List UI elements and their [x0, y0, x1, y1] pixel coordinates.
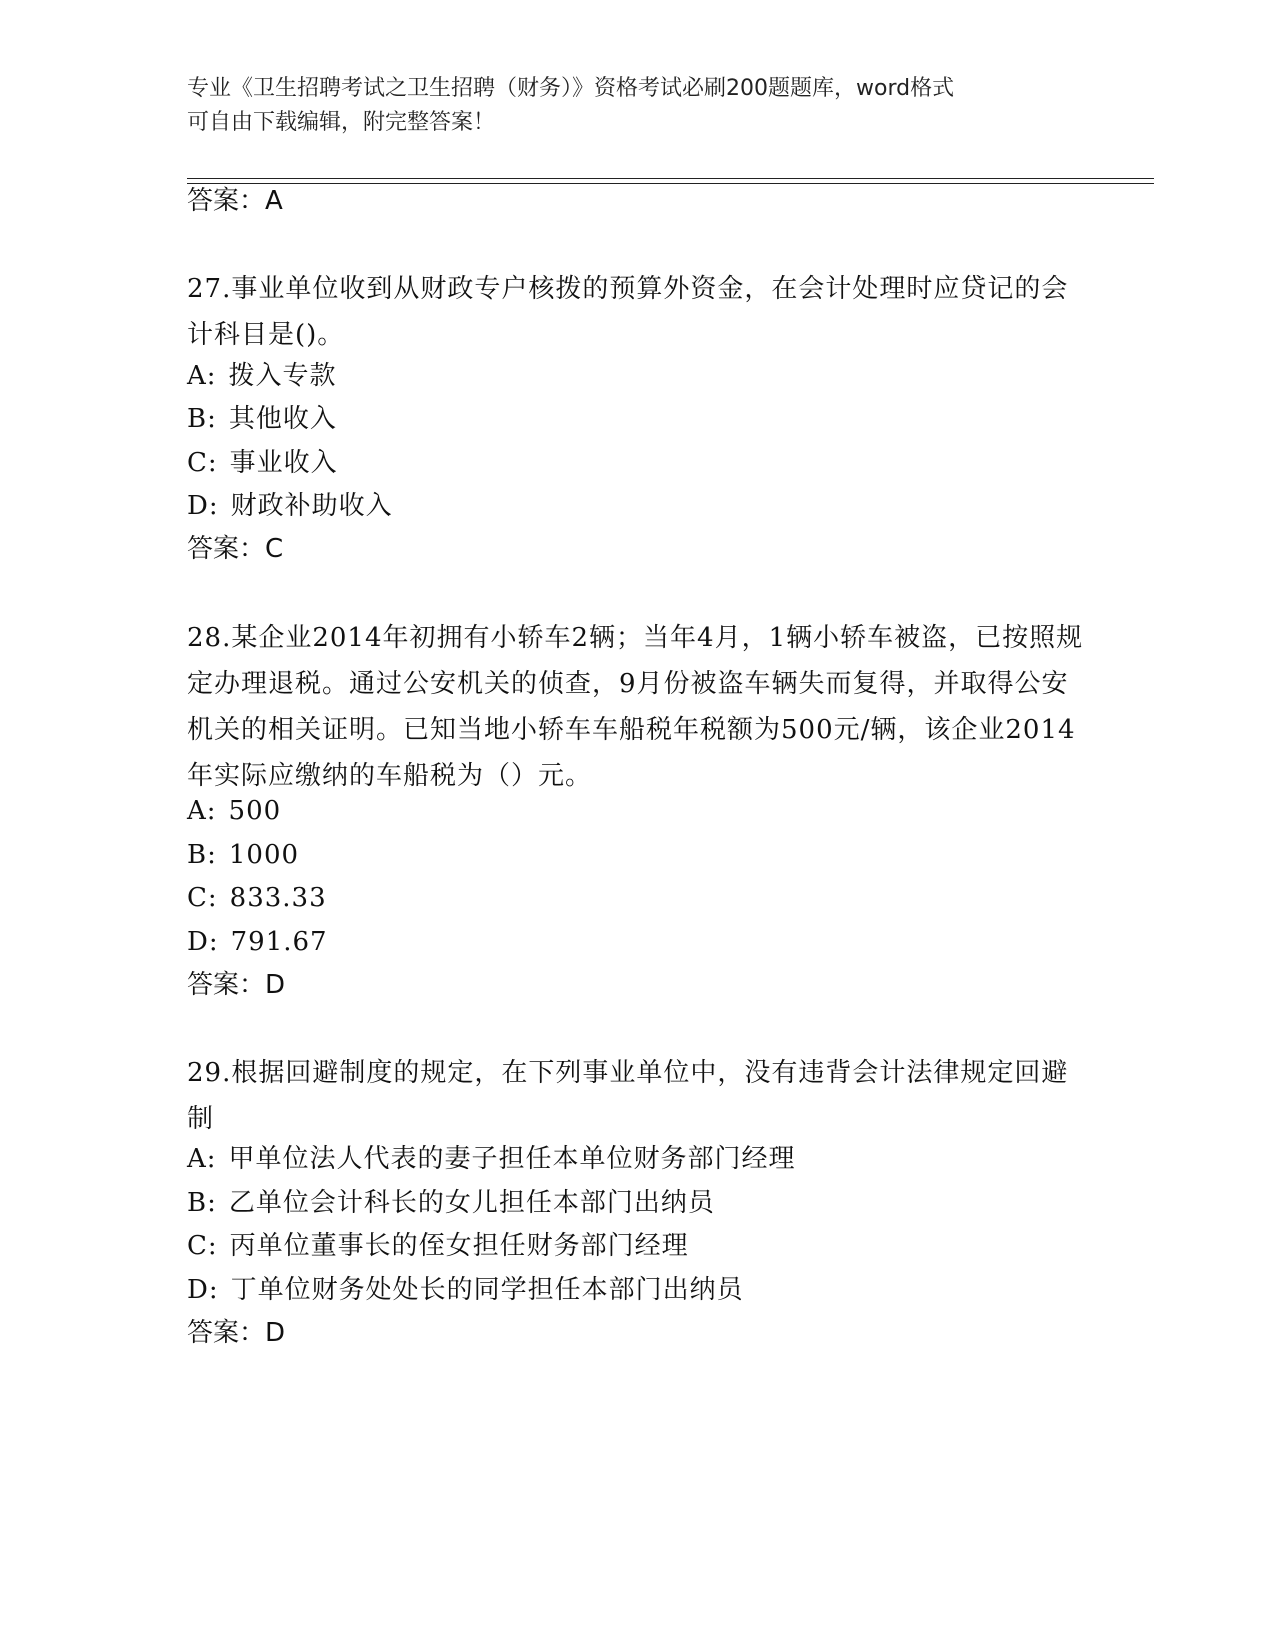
option-text: 财政补助收入	[230, 491, 393, 521]
option-letter: A:	[187, 361, 217, 391]
option-letter: D:	[187, 1275, 219, 1305]
option-letter: B:	[187, 404, 217, 434]
option-text: 791.67	[230, 927, 328, 957]
question-27-option-d	[187, 489, 393, 523]
option-text: 事业收入	[229, 448, 338, 478]
option-text: 甲单位法人代表的妻子担任本单位财务部门经理	[228, 1144, 796, 1174]
header-divider-top	[187, 178, 1154, 179]
question-29-option-a	[187, 1142, 796, 1176]
question-29-option-d	[187, 1273, 744, 1307]
question-29-text: 29.根据回避制度的规定，在下列事业单位中，没有违背会计法律规定回避制	[187, 1058, 1069, 1134]
option-text: 拨入专款	[228, 361, 337, 391]
question-28-option-c	[187, 881, 327, 915]
question-28-answer: 答案：D	[187, 970, 286, 1000]
question-29-option-b	[187, 1186, 715, 1220]
header-line-1: 专业《卫生招聘考试之卫生招聘（财务）》资格考试必刷200题题库，word格式	[187, 76, 955, 101]
question-28-option-b	[187, 838, 299, 872]
option-letter: A:	[187, 1144, 217, 1174]
question-27-answer: 答案：C	[187, 534, 284, 564]
option-letter: A:	[187, 796, 217, 826]
option-letter: D:	[187, 927, 219, 957]
option-text: 1000	[228, 840, 300, 870]
option-letter: C:	[187, 883, 218, 913]
option-text: 500	[228, 796, 282, 826]
question-29-answer: 答案：D	[187, 1318, 286, 1348]
question-27-option-c	[187, 446, 338, 480]
header-line-2: 可自由下载编辑，附完整答案！	[187, 110, 496, 135]
option-letter: C:	[187, 448, 218, 478]
header-divider-bottom	[187, 183, 1154, 184]
option-text: 乙单位会计科长的女儿担任本部门出纳员	[228, 1188, 715, 1218]
question-28-option-a	[187, 794, 281, 828]
option-text: 丙单位董事长的侄女担任财务部门经理	[229, 1231, 689, 1261]
option-letter: B:	[187, 840, 217, 870]
question-29-option-c	[187, 1229, 689, 1263]
option-text: 其他收入	[228, 404, 337, 434]
option-letter: C:	[187, 1231, 218, 1261]
previous-answer: 答案：A	[187, 186, 283, 216]
option-letter: B:	[187, 1188, 217, 1218]
document-header	[187, 72, 1087, 140]
question-28-option-d	[187, 925, 328, 959]
option-letter: D:	[187, 491, 219, 521]
option-text: 833.33	[229, 883, 327, 913]
question-27-option-b	[187, 402, 337, 436]
question-27-text: 27.事业单位收到从财政专户核拨的预算外资金，在会计处理时应贷记的会计科目是()。	[187, 274, 1069, 350]
question-27-option-a	[187, 359, 337, 393]
option-text: 丁单位财务处处长的同学担任本部门出纳员	[230, 1275, 744, 1305]
question-28-text: 28.某企业2014年初拥有小轿车2辆；当年4月，1辆小轿车被盗，已按照规定办理退税。通过公安机关的侦查，9月份被盗车辆失而复得，并取得公安机关的相关证明。已知当地小轿车车船税年税额为500元/辆，该企业2014年实际应缴纳的车船税为（）元。	[187, 623, 1084, 791]
